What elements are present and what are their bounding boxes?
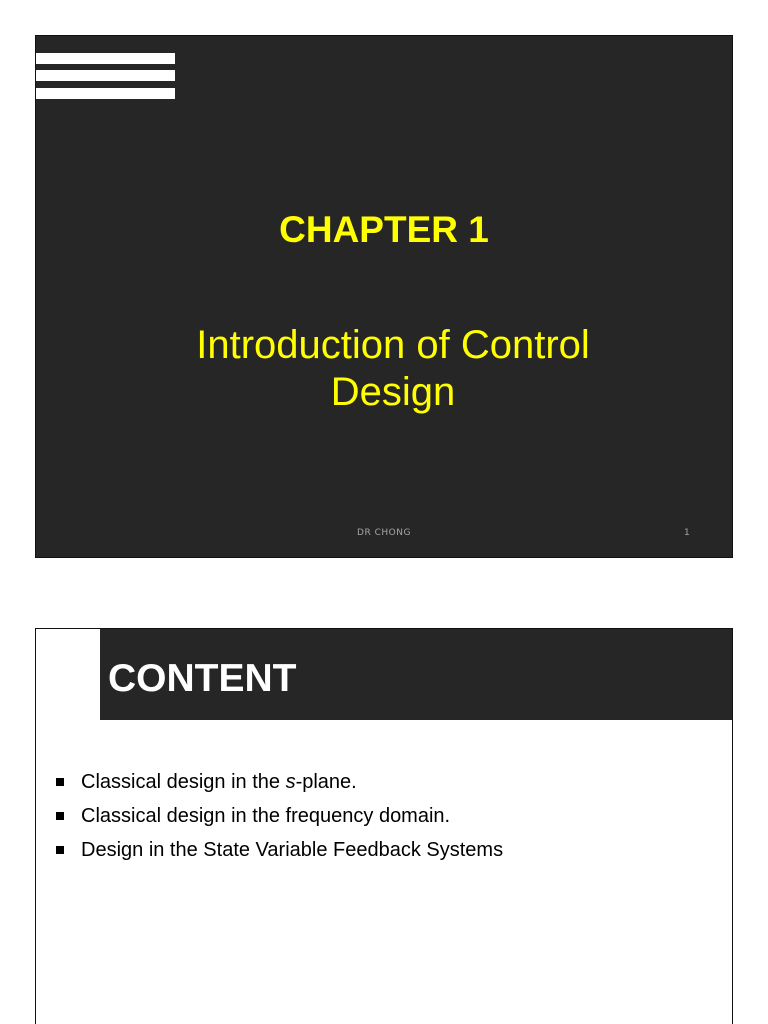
bullet-text: Classical design in the frequency domain. bbox=[81, 805, 451, 827]
bullet-text: Design in the State Variable Feedback Systems bbox=[81, 839, 504, 861]
slide-page-number: 1 bbox=[684, 528, 690, 538]
slide-subtitle bbox=[36, 322, 733, 416]
bullet-square-icon bbox=[56, 846, 64, 854]
bullet-text: Classical design in the bbox=[81, 771, 286, 793]
list-item bbox=[56, 799, 503, 833]
footer-author: DR CHONG bbox=[357, 528, 411, 538]
bullet-square-icon bbox=[56, 778, 64, 786]
subtitle-line: Introduction of Control bbox=[196, 323, 590, 367]
list-item bbox=[56, 765, 503, 799]
content-header-bar bbox=[100, 629, 732, 720]
decorative-stripe bbox=[36, 88, 175, 99]
content-bullet-list bbox=[56, 765, 503, 867]
title-slide bbox=[35, 35, 733, 558]
bullet-square-icon bbox=[56, 812, 64, 820]
list-item bbox=[56, 833, 503, 867]
bullet-text: -plane. bbox=[295, 771, 357, 793]
bullet-italic-text: s bbox=[285, 771, 296, 793]
decorative-stripe bbox=[36, 53, 175, 64]
content-title: CONTENT bbox=[108, 657, 297, 700]
chapter-heading: CHAPTER 1 bbox=[279, 209, 489, 250]
content-slide bbox=[35, 628, 733, 1024]
decorative-stripe bbox=[36, 70, 175, 81]
subtitle-line: Design bbox=[330, 370, 456, 414]
